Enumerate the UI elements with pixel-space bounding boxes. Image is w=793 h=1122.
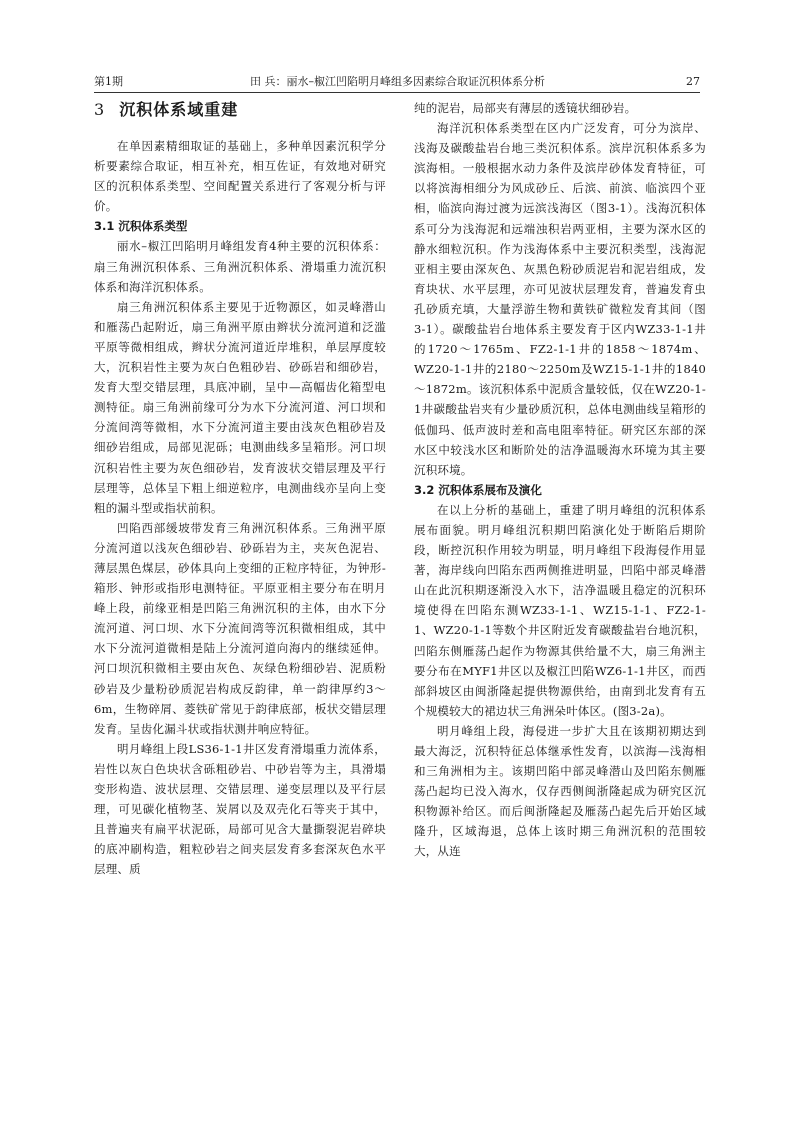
subsection-heading-3-2: 3.2 沉积体系展布及演化 [414,482,542,497]
paragraph: 丽水–椒江凹陷明月峰组发育4种主要的沉积体系：扇三角洲沉积体系、三角洲沉积体系、滑塌重力流沉积体系和海洋沉积体系。 [94,239,386,294]
paragraph: 在以上分析的基础上，重建了明月峰组的沉积体系展布面貌。明月峰组沉积期凹陷演化处于断陷后期阶段，断控沉积作用较为明显，明月峰组下段海侵作用显著，海岸线向凹陷东西两侧推进明显，凹陷中部灵峰潜山在此沉积期逐渐没入水下，洁净温暖且稳定的沉积环境使得在凹陷东测WZ33-1-1、WZ15-1-1、FZ2-1-1、WZ20-1-1等数个井区附近发育碳酸盐岩台地沉积，凹陷东侧雁荡凸起作为物源其供给量不大，扇三角洲主要分布在MYF1井区以及椒江凹陷WZ6-1-1井区，而西部斜坡区由闽浙隆起提供物源供给，由南到北发育有五个规模较大的裙边状三角洲朵叶体区。(图3-2a)。 [414,502,706,718]
running-title: 田 兵：丽水–椒江凹陷明月峰组多因素综合取证沉积体系分析 [250,75,545,88]
paragraph: 明月峰组上段，海侵进一步扩大且在该期初期达到最大海泛，沉积特征总体继承性发育，以滨海—浅海相和三角洲相为主。该期凹陷中部灵峰潜山及凹陷东侧雁荡凸起均已没入海水，仅存西侧闽浙隆起成为研究区沉积物源补给区。而后闽浙隆起及雁荡凸起先后开始区域隆升，区域海退，总体上该时期三角洲沉积的范围较大，从连 [414,723,706,859]
issue-label: 第1期 [94,75,123,88]
section-title: 沉积体系域重建 [119,100,239,119]
paragraph: 明月峰组上段LS36-1-1井区发育滑塌重力流体系，岩性以灰白色块状含砾粗砂岩、中砂岩等为主，具滑塌变形构造、波状层理、交错层理、递变层理以及平行层理，可见碳化植物茎、炭屑以及双壳化石等夹于其中，且普遍夹有扁平状泥砾，局部可见含大量撕裂泥岩碎块的底冲刷构造，粗粒砂岩之间夹层发育多套深灰色水平层理、质 [94,741,386,877]
subsection-heading-3-1: 3.1 沉积体系类型 [94,219,188,234]
right-column [414,98,706,862]
paragraph: 海洋沉积体系类型在区内广泛发育，可分为滨岸、浅海及碳酸盐岩台地三类沉积体系。滨岸沉积体系多为滨海相。一般根据水动力条件及滨岸砂体发育特征，可以将滨海相细分为风成砂丘、后滨、前滨、临滨四个亚相，临滨向海过渡为远滨浅海区（图3-1）。浅海沉积体系可分为浅海泥和远端浊积岩两亚相，主要为深水区的静水细粒沉积。作为浅海体系中主要沉积类型，浅海泥亚相主要由深灰色、灰黑色粉砂质泥岩和泥岩组成，发育块状、水平层理，亦可见波状层理发育，普遍发育虫孔砂质充填，大量浮游生物和黄铁矿微粒发育其间（图3-1）。碳酸盐岩台地体系主要发育于区内WZ33-1-1井的1720～1765m、FZ2-1-1井的1858～1874m、WZ20-1-1井的2180～2250m及WZ15-1-1井的1840～1872m。该沉积体系中泥质含量较低，仅在WZ20-1-1井碳酸盐岩夹有少量砂质沉积，总体电测曲线呈箱形的低伽玛、低声波时差和高电阻率特征。研究区东部的深水区中较浅水区和断阶处的洁净温暖海水环境为其主要沉积环境。 [414,121,706,477]
section-number: 3 [94,100,106,119]
paragraph-continuation: 纯的泥岩，局部夹有薄层的透镜状细砂岩。 [414,101,637,115]
paragraph-intro: 在单因素精细取证的基础上，多种单因素沉积学分析要素综合取证，相互补充，相互佐证，有效地对研究区的沉积体系类型、空间配置关系进行了客观分析与评价。 [94,139,386,214]
paragraph: 凹陷西部缓坡带发育三角洲沉积体系。三角洲平原分流河道以浅灰色细砂岩、砂砾岩为主，夹灰色泥岩、薄层黑色煤层，砂体具向上变细的正粒序特征，为钟形-箱形、钟形或指形电测特征。平原亚相主要分布在明月峰上段，前缘亚相是凹陷三角洲沉积的主体，由水下分流河道、河口坝、水下分流间湾等沉积微相组成，其中水下分流河道微相是陆上分流河道向海内的继续延伸。河口坝沉积微相主要由灰色、灰绿色粉细砂岩、泥质粉砂岩及少量粉砂质泥岩构成反韵律，单一韵律厚约3～6m，生物碎屑、菱铁矿常见于韵律底部，板状交错层理发育。呈齿化漏斗状或指状测井响应特征。 [94,520,386,736]
section-heading [94,98,386,122]
left-column [94,98,386,879]
page-number: 27 [686,75,700,88]
paragraph: 扇三角洲沉积体系主要见于近物源区，如灵峰潜山和雁荡凸起附近，扇三角洲平原由辫状分流河道和泛滥平原等微相组成，辫状分流河道近岸堆积，单层厚度较大，沉积岩性主要为灰白色粗砂岩、砂砾岩和细砂岩，发育大型交错层理，具底冲刷，呈中—高幅齿化箱型电测特征。扇三角洲前缘可分为水下分流河道、河口坝和分流间湾等微相，水下分流河道主要由浅灰色粗砂岩及细砂岩组成，局部见泥砾；电测曲线多呈箱形。河口坝沉积岩性主要为灰色细砂岩，发育波状交错层理及平行层理等，总体呈下粗上细逆粒序，电测曲线亦呈向上变粗的漏斗型或指状前积。 [94,299,386,515]
running-header [94,72,700,93]
